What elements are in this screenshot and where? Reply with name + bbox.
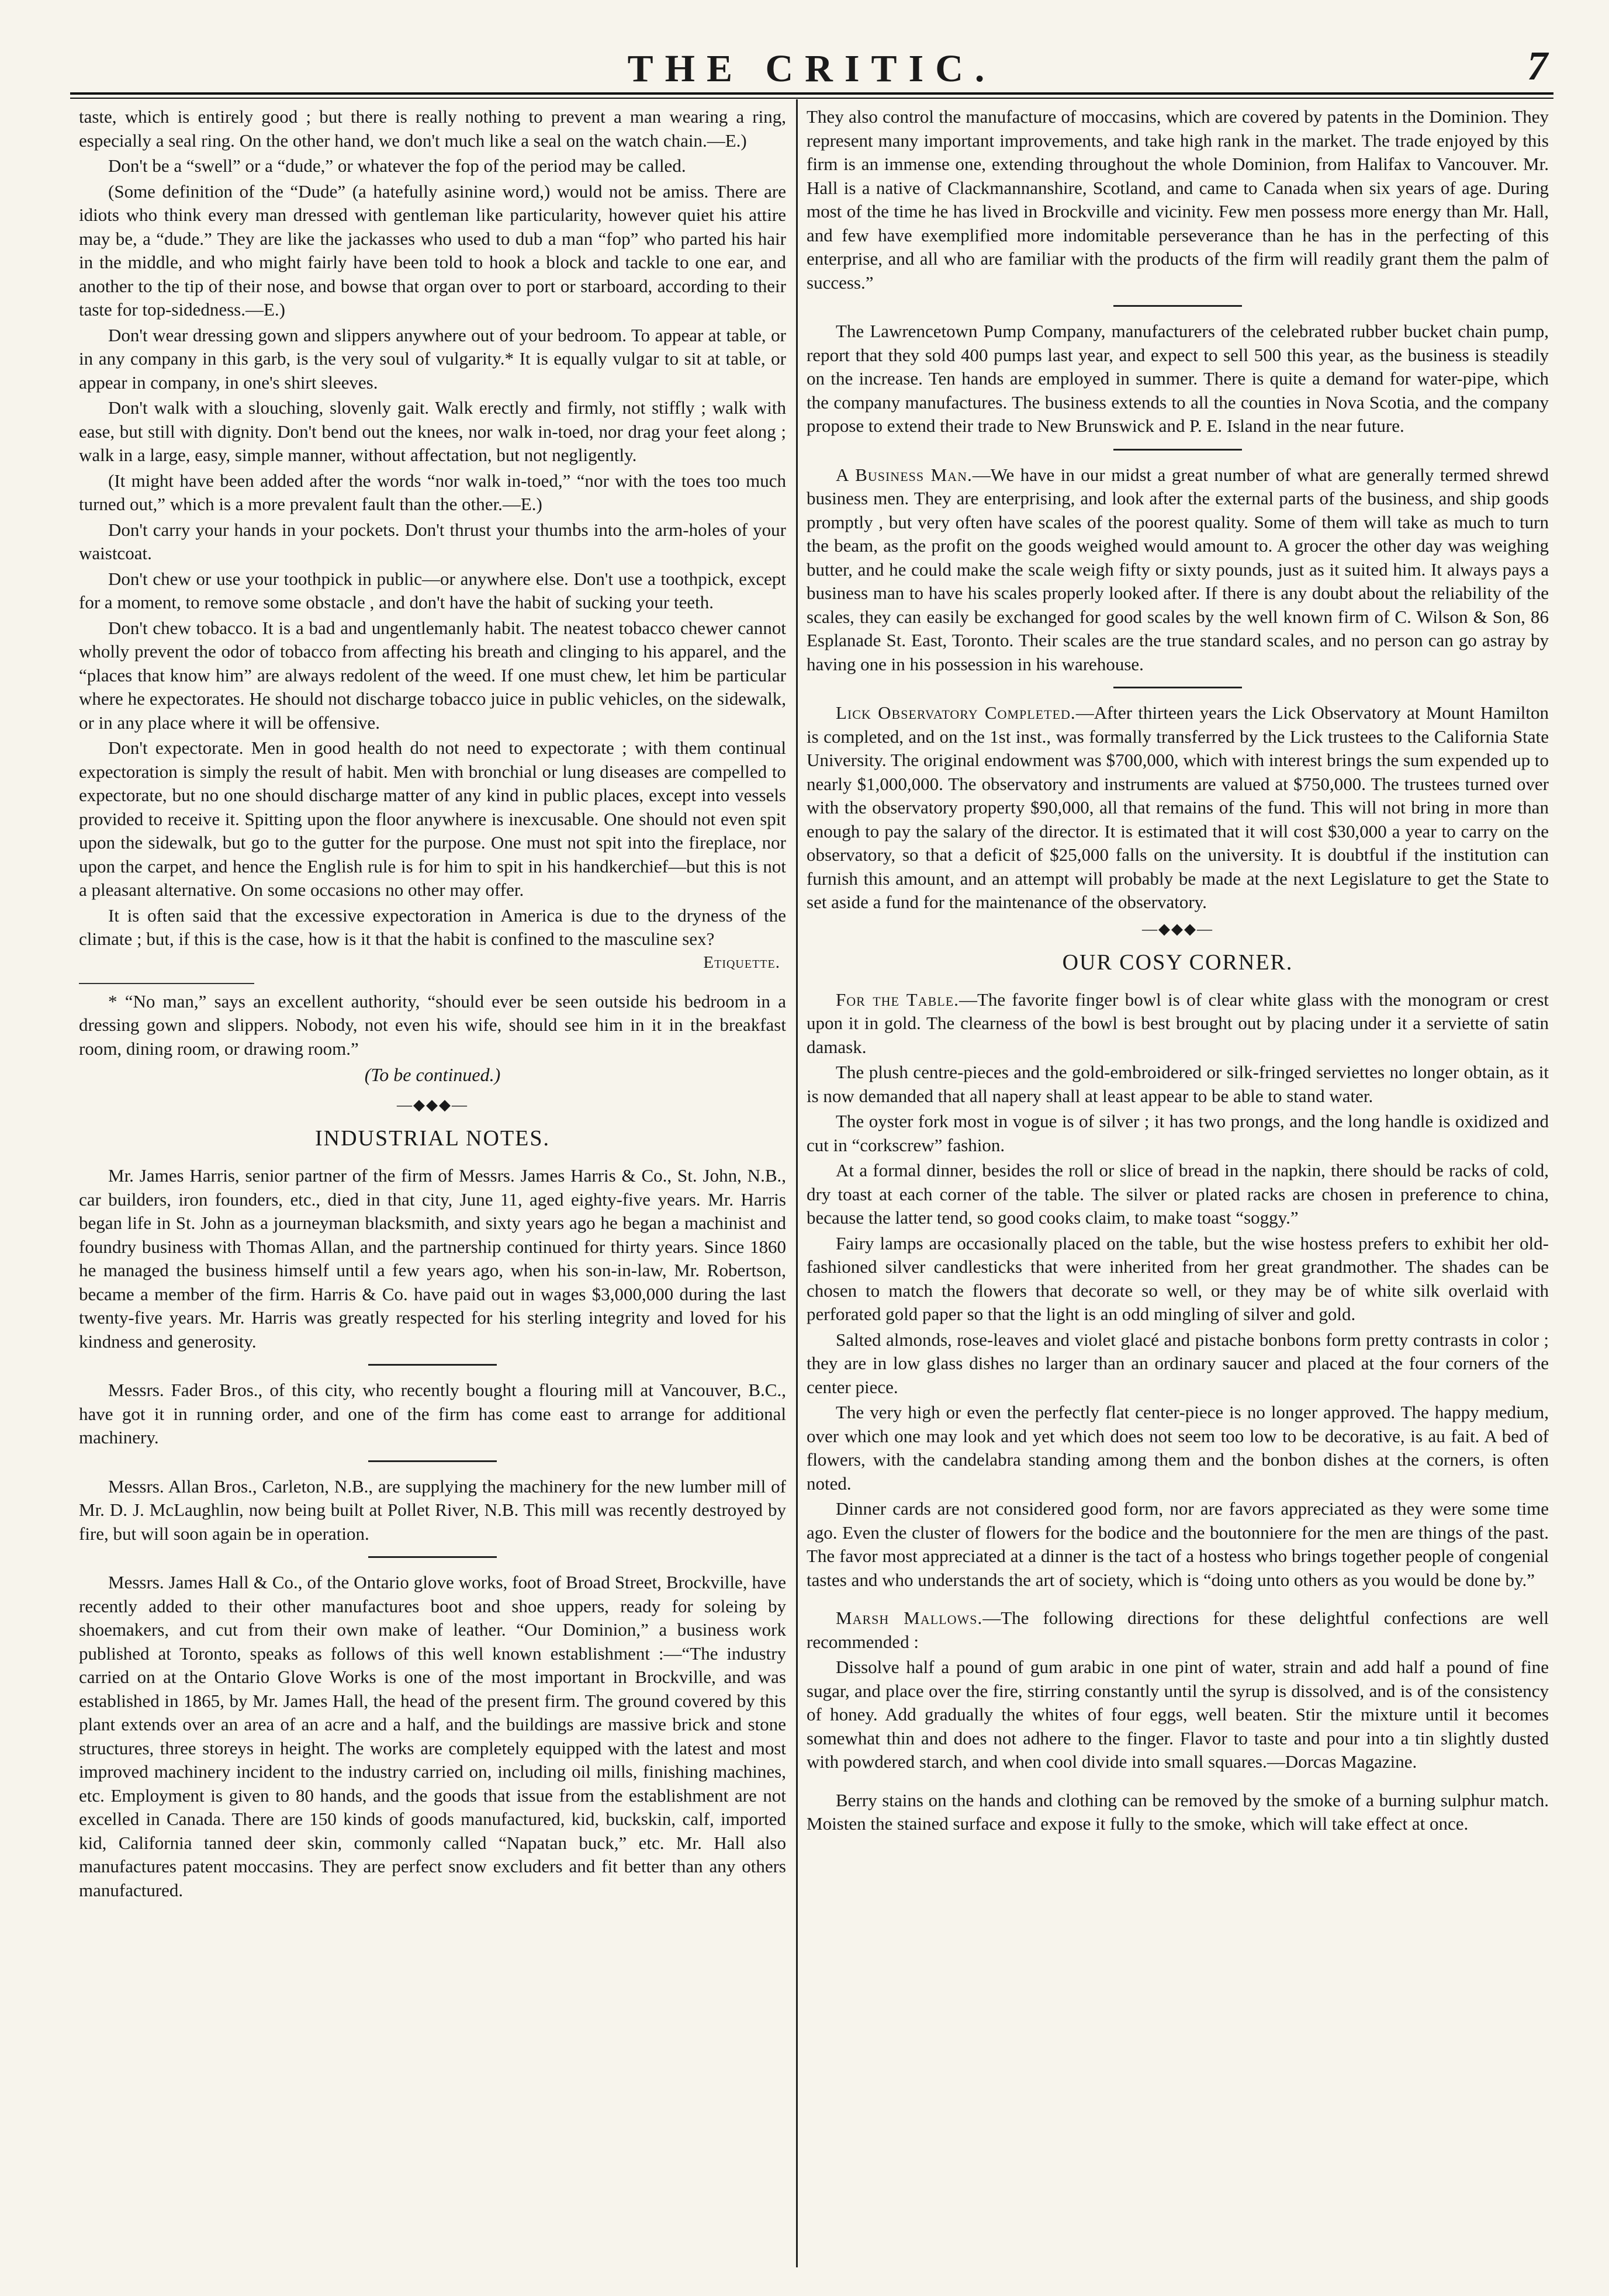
masthead: [70, 40, 1553, 90]
article-paragraph: Don't walk with a slouching, slovenly gait. Walk erectly and firmly, not stiffly ; walk with ease, but still with dignity. Don't bend out the knees, nor walk in-toed, nor drag your feet along ; walk in a large, easy, simple manner, without affectation, but not negligently.: [79, 397, 786, 465]
article-paragraph: The Lawrencetown Pump Company, manufacturers of the celebrated rubber bucket chain pump, report that they sold 400 pumps last year, and expect to sell 500 this year, as the business is steadily on the increase. Ten hands are employed in summer. There is quite a demand for water-pipe, which the company manufactures. The business extends to all the counties in Nova Scotia, and the company propose to extend their trade to New Brunswick and P. E. Island in the near future.: [807, 321, 1549, 436]
recipe-paragraph: Dissolve half a pound of gum arabic in one pint of water, strain and add half a pound of fine sugar, and place over the fire, stirring constantly until the syrup is dissolved, and is of the consistency of honey. Add gradually the whites of four eggs, well beaten. Stir the mixture until it becomes somewhat thin and does not adhere to the finger. Flavor to taste and pour into a tin slightly dusted with powdered starch, and when cool divide into small squares.—Dorcas Magazine.: [807, 1657, 1549, 1772]
note-text: —The following directions for these delightful confections are well recommended :: [807, 1608, 1549, 1652]
article-paragraph: Don't carry your hands in your pockets. Don't thrust your thumbs into the arm-holes of your waistcoat.: [79, 519, 786, 563]
marsh-mallows-note: [807, 1606, 1549, 1654]
spacer: [807, 1594, 1549, 1606]
industrial-note: Messrs. Allan Bros., Carleton, N.B., are supplying the machinery for the new lumber mill of Mr. D. J. McLaughlin, now being built at Pollet River, N.B. This mill was recently destroyed by fire, but will soon again be in operation.: [79, 1476, 786, 1544]
cosy-paragraph: The very high or even the perfectly flat center-piece is no longer approved. The happy medium, over which one may look and yet which does not seem too low to be decorative, is au fait. A bed of flowers, with the candelabra standing among them and the bonbon dishes at the corners, is often noted.: [807, 1402, 1549, 1494]
article-paragraph: (Some definition of the “Dude” (a hatefully asinine word,) would not be amiss. There are idiots who think every man dressed with gentleman like particularity, however quiet his attire may be, a “dude.” They are like the jackasses who used to dub a man “fop” who parted his hair in the middle, and who might fairly have been told to hook a block and tackle to one ear, and another to the tip of their nose, and bowse that organ over to port or starboard, according to their taste for top-sidedness.—E.): [79, 181, 786, 320]
note-lead: Lick Observatory Completed.: [836, 702, 1076, 723]
masthead-title: THE CRITIC.: [627, 47, 996, 90]
article-paragraph: Don't wear dressing gown and slippers anywhere out of your bedroom. To appear at table, or in any company in this garb, is the very soul of vulgarity.* It is equally vulgar to sit at table, or appear in company, in one's shirt sleeves.: [79, 324, 786, 393]
industrial-note: Mr. James Harris, senior partner of the firm of Messrs. James Harris & Co., St. John, N.B., car builders, iron founders, etc., died in that city, June 11, aged eighty-five years. Mr. Harris began life in St. John as a journeyman blacksmith, and sixty years ago he began a machinist and foundry business with Thomas Allan, and the partnership continued for thirty years. Since 1860 he managed the business himself until a few years ago, when his son-in-law, Mr. Robertson, became a member of the firm. Harris & Co. have paid out in wages $3,000,000 during the last twenty-five years. Mr. Harris was greatly respected for his sterling integrity and loved for his kindness and generosity.: [79, 1165, 786, 1352]
article-paragraph: Don't chew or use your toothpick in public—or anywhere else. Don't use a toothpick, except for a moment, to remove some obstacle , and don't have the habit of sucking your teeth.: [79, 568, 786, 612]
cosy-paragraph: The oyster fork most in vogue is of silver ; it has two prongs, and the long handle is oxidized and cut in “corkscrew” fashion.: [807, 1111, 1549, 1155]
business-man-note: [807, 463, 1549, 677]
item-separator: [1113, 449, 1242, 451]
lick-observatory-note: [807, 701, 1549, 915]
cosy-paragraph: Fairy lamps are occasionally placed on the table, but the wise hostess prefers to exhibit her old-fashioned silver candlesticks that were inherited from her great grandmother. The shades can be chosen to match the flowers that decorate so well, or they may be of white silk overlaid with perforated gold paper so that the light is an odd mingling of silver and gold.: [807, 1232, 1549, 1324]
note-lead: Marsh Mallows.: [836, 1608, 983, 1628]
table-note: [807, 988, 1549, 1059]
article-paragraph: Don't expectorate. Men in good health do not need to expectorate ; with them continual expectoration is simply the result of habit. Men with bronchial or lung diseases are compelled to expectorate, but no one should discharge matter of any kind in public places, except into vessels provided to receive it. Spitting upon the floor anywhere is inexcusable. One should not even spit upon the sidewalk, but go to the gutter for the purpose. One must not spit into the fireplace, nor upon the carpet, and hence the English rule is for him to spit in his handkerchief—but this is not a pleasant alternative. On some occasions no other may offer.: [79, 737, 786, 900]
column-separator: [796, 99, 798, 2267]
right-column: [807, 105, 1549, 1838]
page-number: 7: [1527, 44, 1548, 89]
continued-note: (To be continued.): [364, 1064, 501, 1085]
note-text: —The favorite finger bowl is of clear white glass with the monogram or crest upon it in gold. The clearness of the bowl is best brought out by placing under it a serviette of satin damask.: [807, 989, 1549, 1057]
note-text: —We have in our midst a great number of what are generally termed shrewd business men. They are enterprising, and look after the external parts of the business, and ship goods promptly , but very often have scales of the poorest quality. Some of them will take as much to turn the beam, as the profit on the goods weighed would amount to. A grocer the other day was weighing butter, and he could make the scale weigh fifty or sixty pounds, just as it suited him. It always pays a business man to have his scales properly looked after. If there is any doubt about the reliability of the scales, they can easily be exchanged for good scales by the well known firm of C. Wilson & Son, 86 Esplanade St. East, Toronto. Their scales are the true standard scales, and no person can go astray by having one in his possession in his warehouse.: [807, 464, 1549, 674]
spacer: [807, 1776, 1549, 1789]
masthead-rule-thin: [70, 98, 1553, 99]
section-heading-cosy-corner: OUR COSY CORNER.: [1062, 950, 1293, 975]
industrial-note: Messrs. James Hall & Co., of the Ontario glove works, foot of Broad Street, Brockville, have recently added to their other manufactures boot and shoe uppers, ready for soleing by shoemakers, and cut from their own make of leather. “Our Dominion,” a business work published at Toronto, speaks as follows of this well known establishment :—“The industry carried on at the Ontario Glove Works is one of the most important in Brockville, and was established in 1865, by Mr. James Hall, the head of the present firm. The ground covered by this plant extends over an area of an acre and a half, and the buildings are massive brick and stone structures, three storeys in height. The works are completely equipped with the latest and most improved machinery incident to the industry carried on, including oil mills, finishing machines, etc. Employment is given to 80 hands, and the goods that issue from the establishment are not excelled in Canada. There are 150 kinds of goods manufactured, kid, buckskin, calf, imported kid, California tanned deer skin, commonly called “Napatan buck,” etc. Mr. Hall also manufactures patent moccasins. They are perfect snow excluders and fit better than any others manufactured.: [79, 1572, 786, 1900]
section-heading-industrial-notes: INDUSTRIAL NOTES.: [314, 1126, 550, 1151]
item-separator: [1113, 305, 1242, 307]
cosy-paragraph: The plush centre-pieces and the gold-embroidered or silk-fringed serviettes no longer obtain, as it is now demanded that all napery shall at least appear to be able to stand water.: [807, 1062, 1549, 1106]
article-paragraph: They also control the manufacture of moccasins, which are covered by patents in the Dominion. They represent many important improvements, and take high rank in the market. The trade enjoyed by this firm is an immense one, extending throughout the whole Dominion, from Halifax to Vancouver. Mr. Hall is a native of Clackmannanshire, Scotland, and came to Canada when six years of age. During most of the time he has lived in Brockville and vicinity. Few men possess more energy than Mr. Hall, and few have exemplified more indomitable perseverance than he has in the perfecting of this enterprise, and all who are familiar with the products of the firm will readily grant them the palm of success.”: [807, 106, 1549, 293]
note-lead: A Business Man.: [836, 464, 973, 485]
item-separator: [368, 1364, 497, 1366]
item-separator: [1113, 687, 1242, 688]
cosy-paragraph: Dinner cards are not considered good form, nor are favors appreciated as they were some time ago. Even the cluster of flowers for the bodice and the boutonniere for the men are things of the past. The favor most appreciated at a dinner is the tact of a hostess who brings together people of congenial tastes and who understands the art of society, which is “doing unto others as you would be done by.”: [807, 1498, 1549, 1590]
article-paragraph: taste, which is entirely good ; but there is really nothing to prevent a man wearing a ring, especially a seal ring. On the other hand, we don't much like a seal on the watch chain.—E.): [79, 106, 786, 151]
item-separator: [368, 1556, 497, 1558]
article-paragraph: (It might have been added after the words “nor walk in-toed,” “nor with the toes too much turned out,” which is a more prevalent fault than the other.—E.): [79, 470, 786, 514]
article-paragraph: Don't be a “swell” or a “dude,” or whatever the fop of the period may be called.: [108, 155, 686, 176]
item-separator: [368, 1460, 497, 1462]
left-column: [79, 105, 786, 1904]
industrial-note: Messrs. Fader Bros., of this city, who recently bought a flouring mill at Vancouver, B.C., have got it in running order, and one of the firm has come east to arrange for additional machinery.: [79, 1380, 786, 1447]
article-signature: Etiquette.: [703, 953, 780, 972]
note-text: —After thirteen years the Lick Observatory at Mount Hamilton is completed, and on the 1st inst., was formally transferred by the Lick trustees to the California State University. The original endowment was $700,000, which with interest brings the sum expended up to nearly $1,000,000. The observatory and instruments are valued at $750,000. The trustees turned over with the observatory property $90,000, all that remains of the fund. This will not bring in more than enough to pay the salary of the director. It is estimated that it will cost $30,000 a year to carry on the observatory, so that a deficit of $25,000 falls on the university. It is doubtful if the institution can furnish this amount, and an attempt will probably be made at the next Legislature to get the State to set aside a fund for the maintenance of the observatory.: [807, 702, 1549, 912]
masthead-rule: [70, 92, 1553, 95]
section-ornament: —◆◆◆—: [397, 1096, 468, 1113]
note-lead: For the Table.: [836, 989, 959, 1010]
berry-stains-note: Berry stains on the hands and clothing can be removed by the smoke of a burning sulphur match. Moisten the stained surface and expose it fully to the smoke, which will take effect at once.: [807, 1789, 1549, 1834]
article-paragraph: Don't chew tobacco. It is a bad and ungentlemanly habit. The neatest tobacco chewer cannot wholly prevent the odor of tobacco from affecting his breath and clinging to his apparel, and the “places that know him” are always redolent of the weed. If one must chew, let him be particular where he expectorates. He should not discharge tobacco juice in public vehicles, on the sidewalk, or in any place where it will be offensive.: [79, 617, 786, 733]
article-paragraph: It is often said that the excessive expectoration in America is due to the dryness of the climate ; but, if this is the case, how is it that the habit is confined to the masculine sex?: [79, 905, 786, 949]
section-ornament: —◆◆◆—: [1142, 920, 1213, 937]
cosy-paragraph: At a formal dinner, besides the roll or slice of bread in the napkin, there should be racks of cold, dry toast at each corner of the table. The silver or plated racks are chosen in preference to china, because the latter tend, so good cooks claim, to make toast “soggy.”: [807, 1160, 1549, 1228]
cosy-paragraph: Salted almonds, rose-leaves and violet glacé and pistache bonbons form pretty contrasts in color ; they are in low glass dishes no larger than an ordinary saucer and placed at the four corners of the center piece.: [807, 1329, 1549, 1397]
footnote-rule: [79, 983, 254, 984]
footnote: * “No man,” says an excellent authority, “should ever be seen outside his bedroom in a dressing gown and slippers. Nobody, not even his wife, should see him in it in the breakfast room, dining room, or drawing room.”: [79, 991, 786, 1059]
